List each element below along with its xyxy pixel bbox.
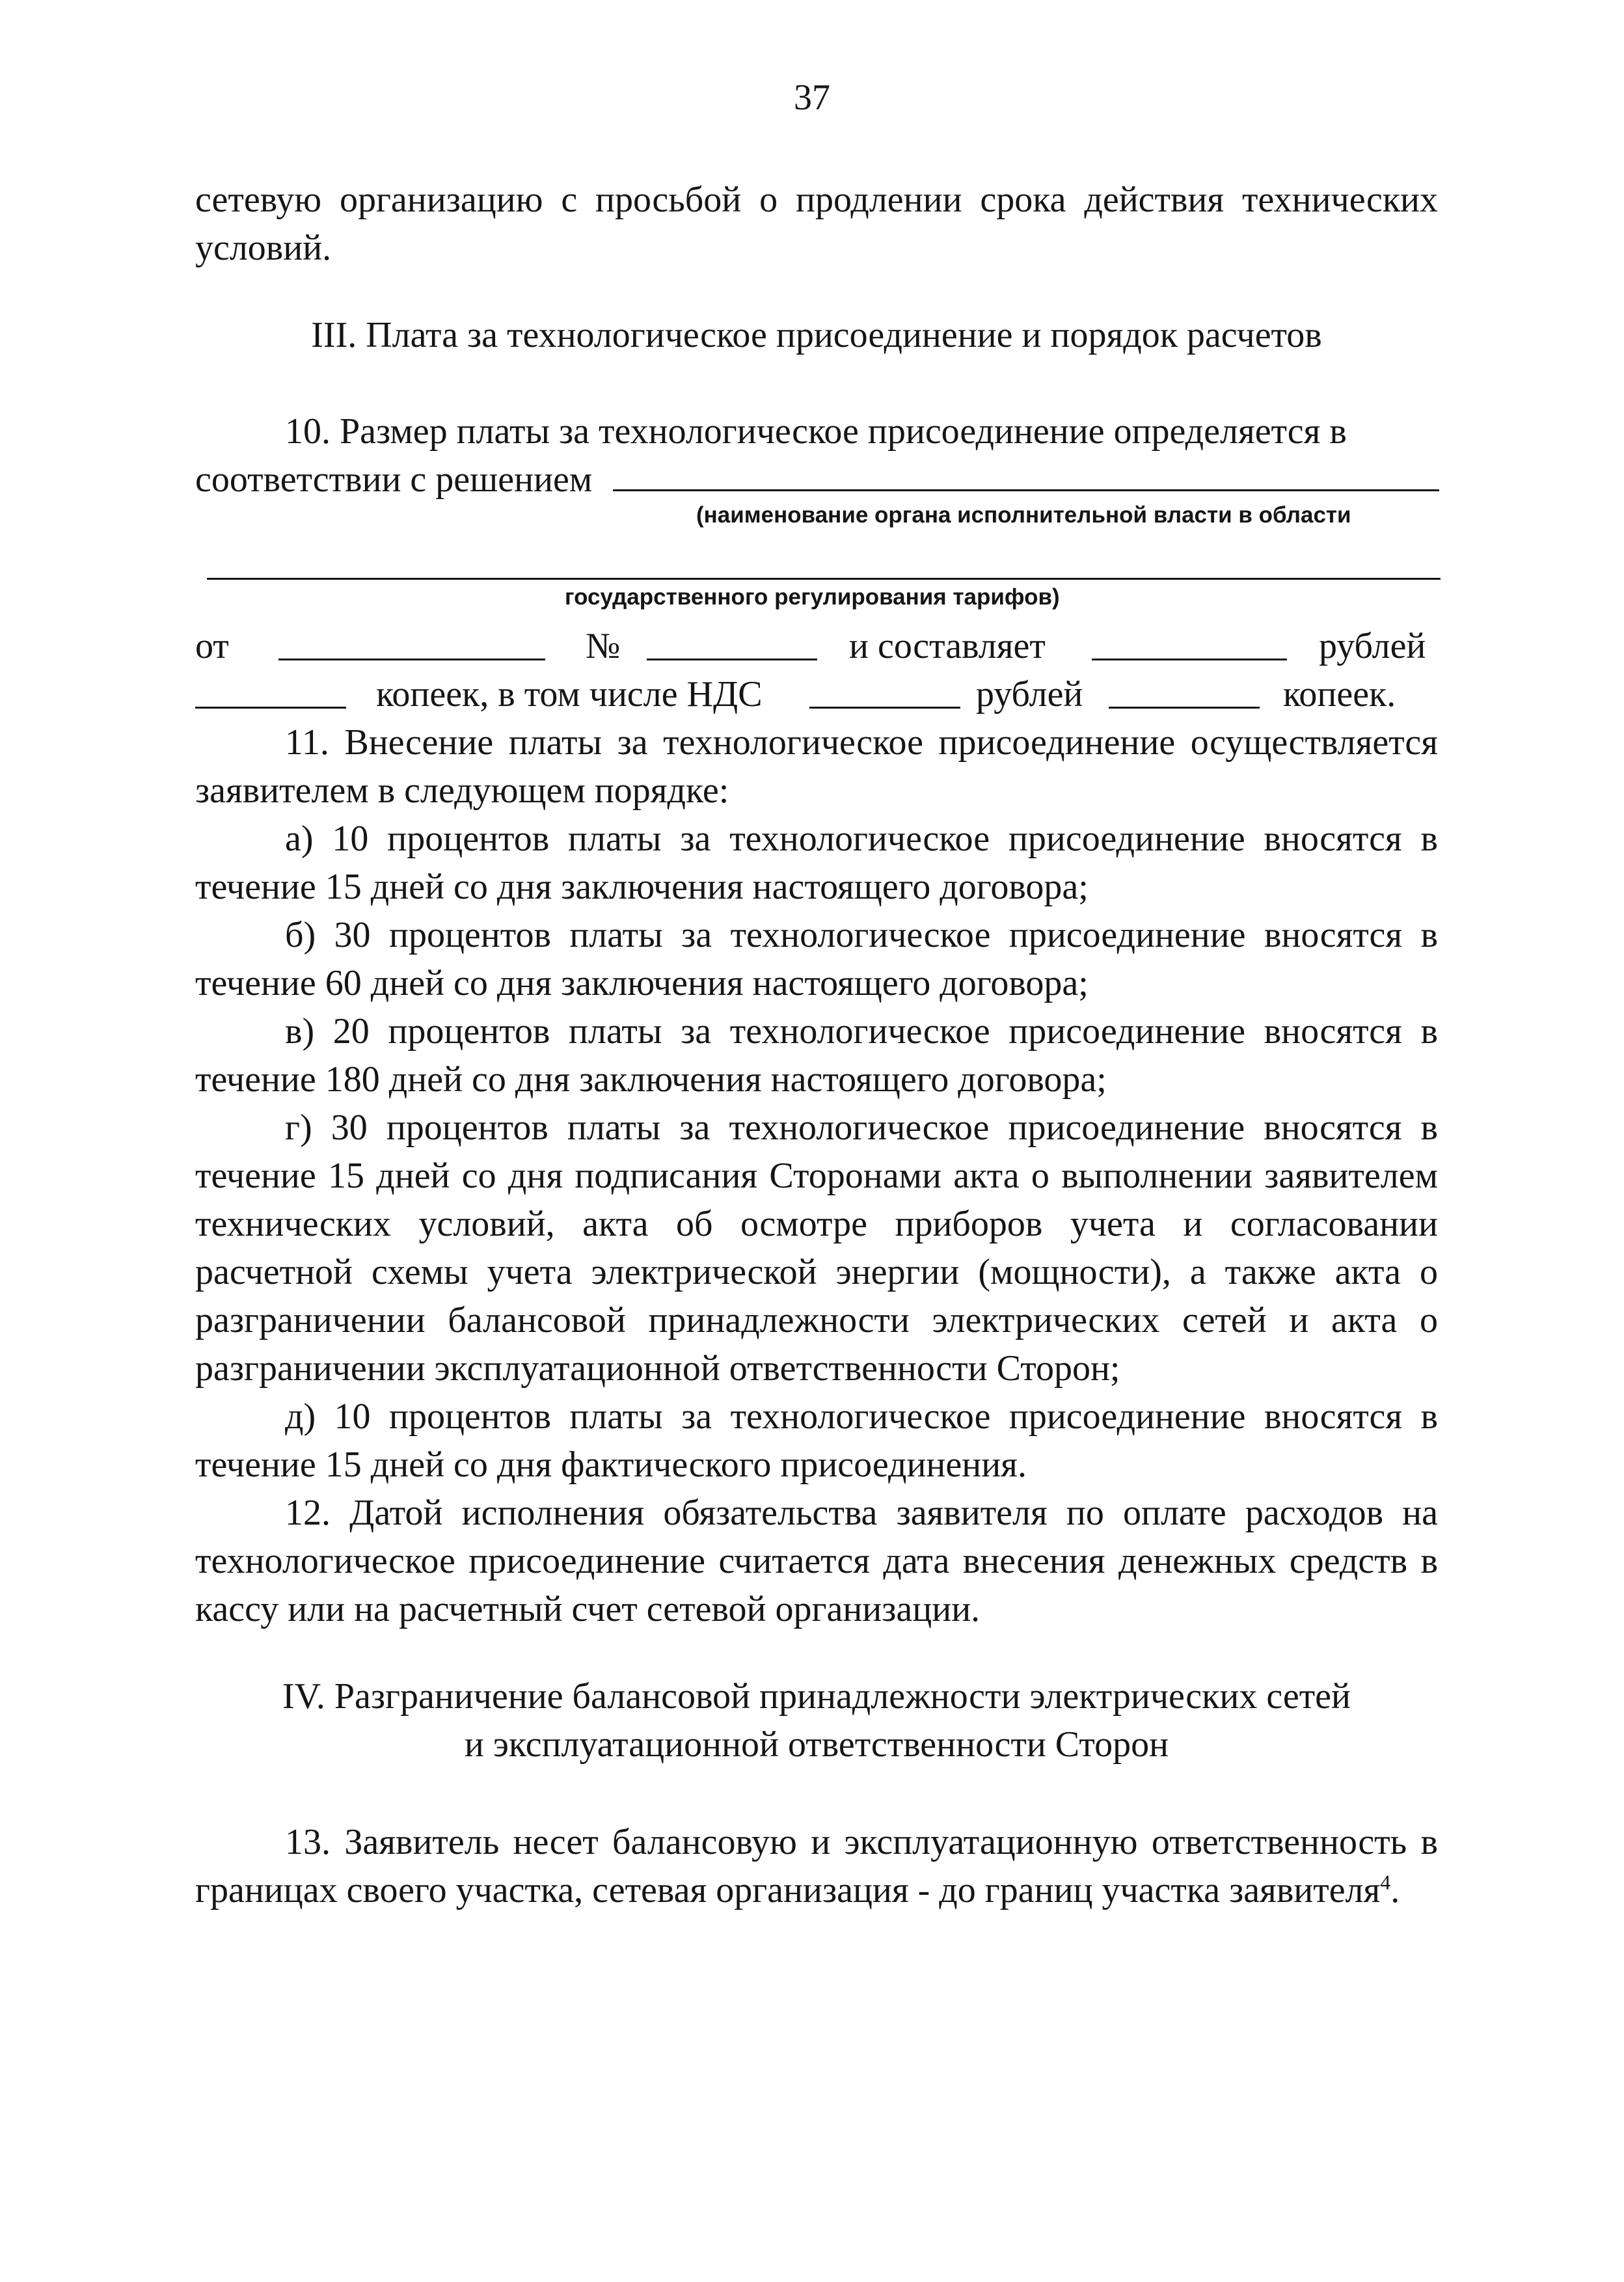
section-4-heading [195,1672,1438,1769]
paragraph-10-line2 [195,455,1438,504]
vat-kopecks-blank [1109,673,1260,709]
label-kopecks-vat: копеек, в том числе НДС [376,674,763,714]
vat-rubles-blank [809,673,960,709]
intro-paragraph: сетевую организацию с просьбой о продлении срока действия технических условий. [195,180,1438,268]
paragraph-13-text: 13. Заявитель несет балансовую и эксплуатационную ответственность в границах своего участка, сетевая организация - до границ участка заявителя [195,1822,1438,1910]
label-amount: и составляет [849,626,1046,666]
section-4-heading-line1: IV. Разграничение балансовой принадлежности электрических сетей [282,1676,1351,1717]
caption-tariff-regulation: государственного регулирования тарифов) [565,584,1060,610]
payment-item-g: г) 30 процентов платы за технологическое присоединение вносятся в течение 15 дней со дня подписания Сторонами акта о выполнении заявителем технических условий, акта об осмотре приборов учета и согласовании расчетной схемы учета электрической энергии (мощности), а также акта о разграничении балансовой принадлежности электрических сетей и акта о разграничении эксплуатационной ответственности Сторон; [195,1107,1438,1389]
fee-row-1 [195,622,1438,670]
fee-row-2 [195,670,1438,718]
decision-label: соответствии с решением [195,459,593,500]
kopecks-blank [195,673,346,709]
payment-item-b: б) 30 процентов платы за технологическое присоединение вносятся в течение 60 дней со дня заключения настоящего договора; [195,915,1438,1003]
paragraph-12: 12. Датой исполнения обязательства заявителя по оплате расходов на технологическое присоединение считается дата внесения денежных средств в кассу или на расчетный счет сетевой организации. [195,1493,1438,1629]
authority-blank-line2 [207,578,1441,580]
number-blank [647,625,817,660]
label-from: от [195,626,229,666]
payment-item-a: а) 10 процентов платы за технологическое присоединение вносятся в течение 15 дней со дня заключения настоящего договора; [195,819,1438,907]
page-number: 37 [794,77,830,118]
date-blank [278,625,545,660]
paragraph-11: 11. Внесение платы за технологическое присоединение осуществляется заявителем в следующем порядке: [195,722,1438,811]
footnote-marker: 4 [1380,1870,1391,1894]
payment-item-v: в) 20 процентов платы за технологическое присоединение вносятся в течение 180 дней со дня заключения настоящего договора; [195,1011,1438,1100]
label-rubles: рублей [1319,626,1426,666]
rubles-blank [1092,625,1287,660]
paragraph-13 [195,1818,1438,1914]
label-vat-kopecks: копеек. [1283,674,1396,714]
section-4-heading-line2: и эксплуатационной ответственности Сторон [464,1724,1169,1765]
payment-item-d: д) 10 процентов платы за технологическое присоединение вносятся в течение 15 дней со дня фактического присоединения. [195,1396,1438,1485]
label-vat-rubles: рублей [976,674,1083,714]
caption-authority: (наименование органа исполнительной власти в области [696,502,1351,528]
paragraph-10-line1: 10. Размер платы за технологическое присоединение определяется в [285,411,1347,452]
section-3-heading: III. Плата за технологическое присоединение и порядок расчетов [311,315,1322,355]
label-number: № [586,626,621,666]
authority-blank [613,455,1439,491]
paragraph-13-end: . [1390,1870,1400,1910]
